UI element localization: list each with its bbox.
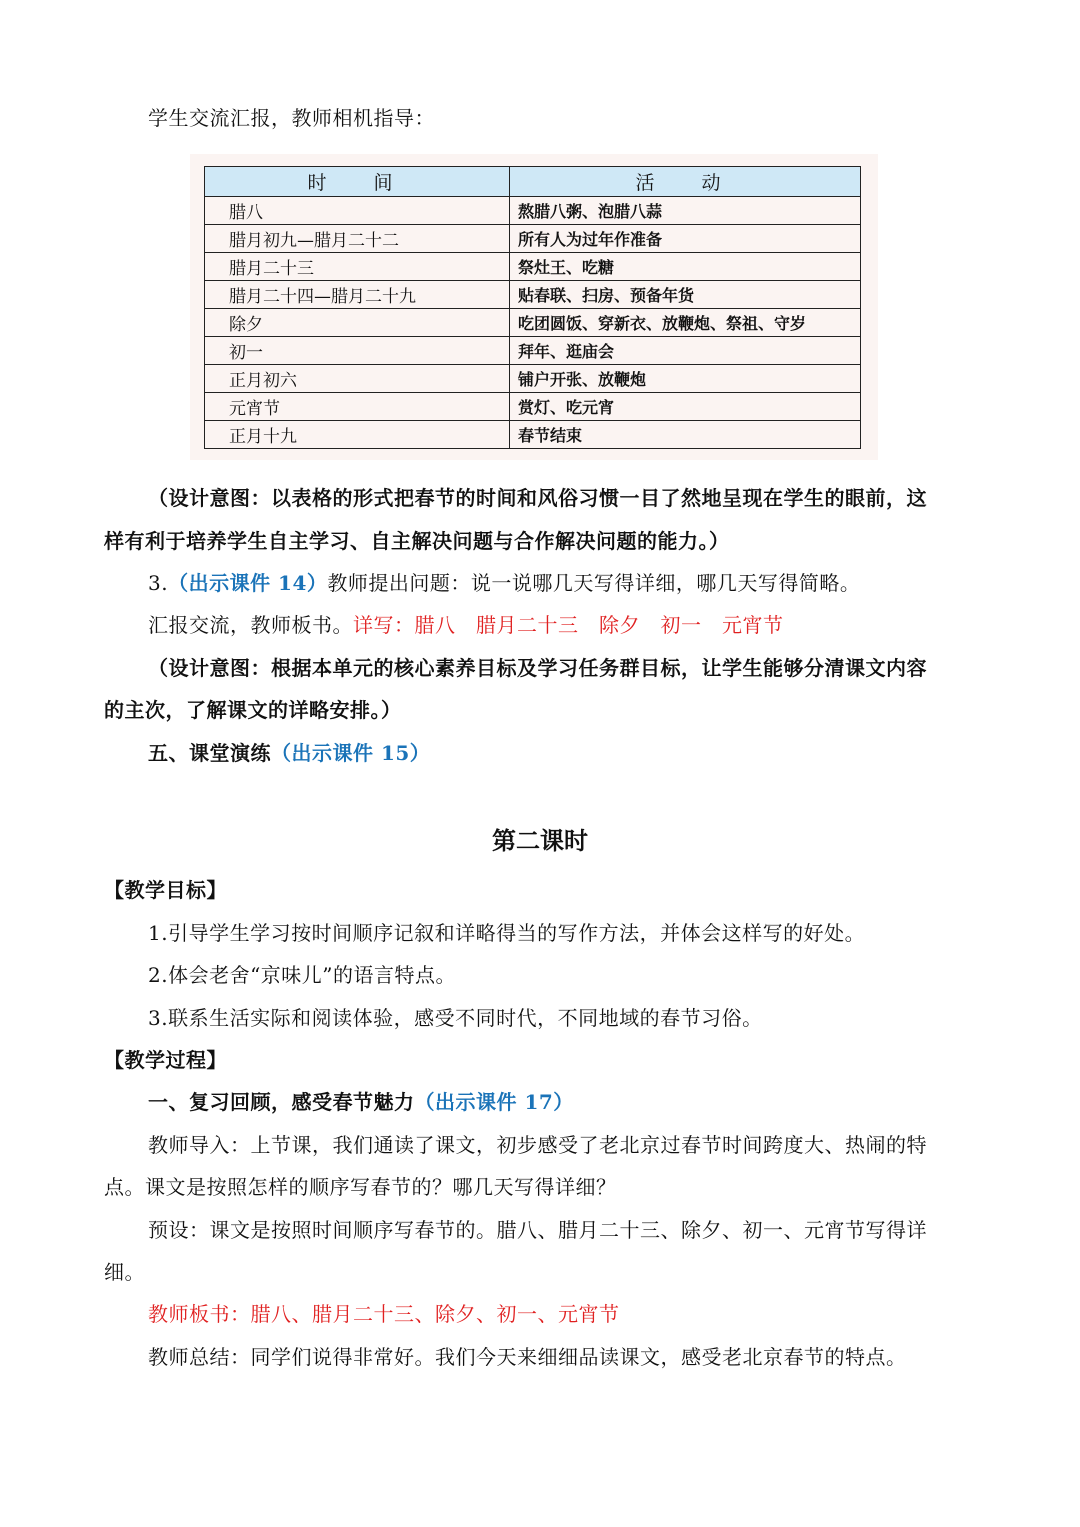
- intro-text: 学生交流汇报，教师相机指导：: [148, 106, 435, 130]
- courseware-tag: （出示课件 14）: [168, 571, 328, 595]
- preset-text: 预设：课文是按照时间顺序写春节的。腊八、腊月二十三、除夕、初一、元宵节写得详: [148, 1218, 927, 1242]
- activity-cell: 熬腊八粥、泡腊八蒜: [510, 197, 861, 225]
- table-row: [205, 365, 861, 393]
- question-text: 教师提出问题：说一说哪几天写得详细，哪几天写得简略。: [327, 571, 861, 595]
- design-intent-1-cont: 样有利于培养学生自主学习、自主解决问题与合作解决问题的能力。）: [104, 529, 730, 553]
- goal-item: 1.引导学生学习按时间顺序记叙和详略得当的写作方法，并体会这样写的好处。: [148, 921, 866, 945]
- goal-item: 2.体会老舍“京味儿”的语言特点。: [148, 963, 457, 987]
- table-row: [205, 225, 861, 253]
- time-cell: 腊月初九—腊月二十二: [205, 225, 510, 253]
- time-cell: 腊月二十三: [205, 253, 510, 281]
- activity-cell: 赏灯、吃元宵: [510, 393, 861, 421]
- time-cell: 腊八: [205, 197, 510, 225]
- time-cell: 初一: [205, 337, 510, 365]
- design-intent-label: （设计意图：: [148, 656, 271, 680]
- section-5-heading: [148, 739, 430, 767]
- header-time: 时 间: [205, 167, 510, 197]
- design-intent-label: （设计意图：: [148, 486, 271, 510]
- table-row: [205, 421, 861, 449]
- activity-cell: 贴春联、扫房、预备年货: [510, 281, 861, 309]
- goal-item: 3.联系生活实际和阅读体验，感受不同时代，不同地域的春节习俗。: [148, 1006, 763, 1030]
- spring-festival-table: [204, 166, 861, 449]
- table-header-row: [205, 167, 861, 197]
- design-intent-2: [148, 654, 927, 682]
- courseware-tag: （出示课件 17）: [414, 1090, 574, 1114]
- step-1-text: 一、复习回顾，感受春节魅力: [148, 1090, 415, 1114]
- activity-cell: 春节结束: [510, 421, 861, 449]
- summary-text: 教师总结：同学们说得非常好。我们今天来细细品读课文，感受老北京春节的特点。: [148, 1345, 907, 1369]
- board-detail: 详写：腊八 腊月二十三 除夕 初一 元宵节: [353, 613, 784, 637]
- activity-cell: 拜年、逛庙会: [510, 337, 861, 365]
- time-cell: 除夕: [205, 309, 510, 337]
- table-row: [205, 253, 861, 281]
- activity-cell: 吃团圆饭、穿新衣、放鞭炮、祭祖、守岁: [510, 309, 861, 337]
- time-cell: 正月初六: [205, 365, 510, 393]
- design-intent-text: 根据本单元的核心素养目标及学习任务群目标，让学生能够分清课文内容: [271, 656, 927, 680]
- header-activity: 活 动: [510, 167, 861, 197]
- table-row: [205, 281, 861, 309]
- step-1-heading: [148, 1088, 574, 1116]
- courseware-tag: （出示课件 15）: [271, 741, 431, 765]
- goals-heading: 【教学目标】: [104, 878, 227, 902]
- activity-cell: 铺户开张、放鞭炮: [510, 365, 861, 393]
- table-row: [205, 337, 861, 365]
- report-text: 汇报交流，教师板书。: [148, 613, 353, 637]
- design-intent-2-cont: 的主次，了解课文的详略安排。）: [104, 698, 402, 722]
- design-intent-1: [148, 484, 927, 512]
- activity-cell: 祭灶王、吃糖: [510, 253, 861, 281]
- table-row: [205, 393, 861, 421]
- process-heading: 【教学过程】: [104, 1048, 227, 1072]
- activity-cell: 所有人为过年作准备: [510, 225, 861, 253]
- customs-table-image: [190, 154, 878, 460]
- time-cell: 正月十九: [205, 421, 510, 449]
- question-3: [148, 569, 860, 597]
- table-row: [205, 197, 861, 225]
- lead-in-text-cont: 点。课文是按照怎样的顺序写春节的？哪几天写得详细？: [104, 1175, 617, 1199]
- table-row: [205, 309, 861, 337]
- question-number: 3.: [148, 571, 169, 595]
- design-intent-text: 以表格的形式把春节的时间和风俗习惯一目了然地呈现在学生的眼前，这: [271, 486, 927, 510]
- section-5-text: 五、课堂演练: [148, 741, 271, 765]
- board-writing: 教师板书：腊八、腊月二十三、除夕、初一、元宵节: [148, 1302, 620, 1326]
- lesson-title: 第二课时: [492, 826, 588, 855]
- preset-text-cont: 细。: [104, 1260, 145, 1284]
- time-cell: 元宵节: [205, 393, 510, 421]
- report-line: [148, 611, 784, 639]
- lead-in-text: 教师导入：上节课，我们通读了课文，初步感受了老北京过春节时间跨度大、热闹的特: [148, 1133, 927, 1157]
- time-cell: 腊月二十四—腊月二十九: [205, 281, 510, 309]
